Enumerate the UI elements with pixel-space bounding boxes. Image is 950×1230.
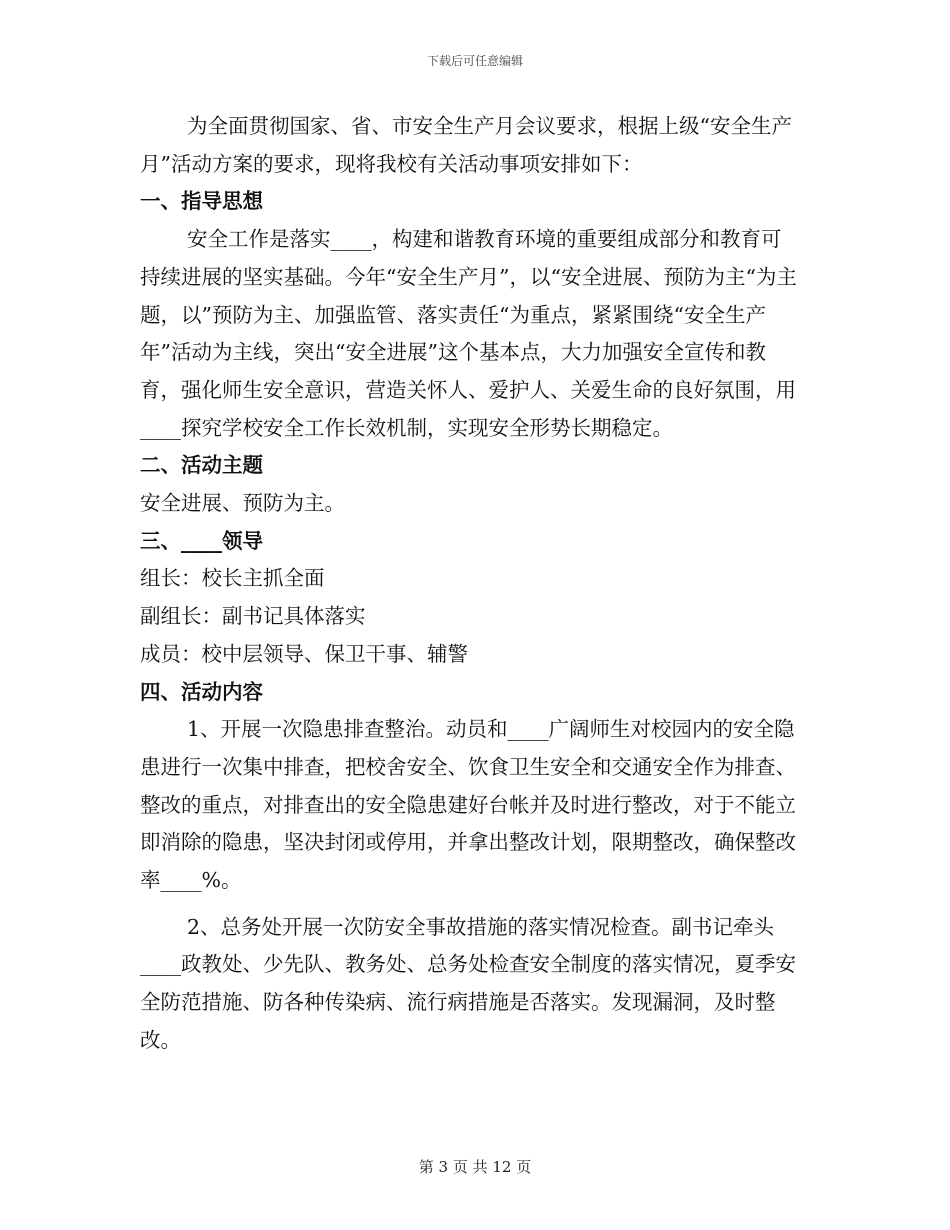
section2-paragraph: 安全进展、预防为主。 — [140, 491, 345, 516]
section1-paragraph: 安全工作是落实____，构建和谐教育环境的重要组成部分和教育可持续进展的坚实基础。今年“安全生产月”，以“安全进展、预防为主“为主题，以”预防为主、加强监管、落实责任“为重点，紧紧围绕“安全生产年”活动为主线，突出“安全进展”这个基本点，大力加强安全宣传和教育，强化师生安全意识，营造关怀人、爱护人、关爱生命的良好氛围，用____探究学校安全工作长效机制，实现安全形势长期稳定。 — [140, 227, 797, 440]
section3-item-deputy: 副组长：副书记具体落实 — [140, 604, 366, 629]
section3-item-leader: 组长：校长主抓全面 — [140, 566, 325, 591]
page-footer: 第 3 页 共 12 页 — [418, 1158, 532, 1176]
section3-item-members: 成员：校中层领导、保卫干事、辅警 — [140, 641, 468, 666]
page-header: 下载后可任意编辑 — [426, 54, 523, 68]
section2-heading: 二、活动主题 — [140, 453, 263, 478]
section1-heading: 一、指导思想 — [140, 189, 263, 214]
document-body — [140, 108, 800, 1060]
section4-item1: 1、开展一次隐患排查整治。动员和____广阔师生对校园内的安全隐患进行一次集中排查，把校舍安全、饮食卫生安全和交通安全作为排查、整改的重点，对排查出的安全隐患建好台帐并及时进行整改，对于不能立即消除的隐患，坚决封闭或停用，并拿出整改计划，限期整改，确保整改率____%。 — [140, 717, 796, 893]
intro-paragraph: 为全面贯彻国家、省、市安全生产月会议要求，根据上级“安全生产月”活动方案的要求，现将我校有关活动事项安排如下： — [140, 114, 792, 176]
section4-heading: 四、活动内容 — [140, 679, 263, 704]
section4-item2: 2、总务处开展一次防安全事故措施的落实情况检查。副书记牵头____政教处、少先队、教务处、总务处检查安全制度的落实情况，夏季安全防范措施、防各种传染病、流行病措施是否落实。发现漏洞，及时整改。 — [140, 914, 796, 1052]
section3-heading: 三、____领导 — [140, 528, 263, 553]
